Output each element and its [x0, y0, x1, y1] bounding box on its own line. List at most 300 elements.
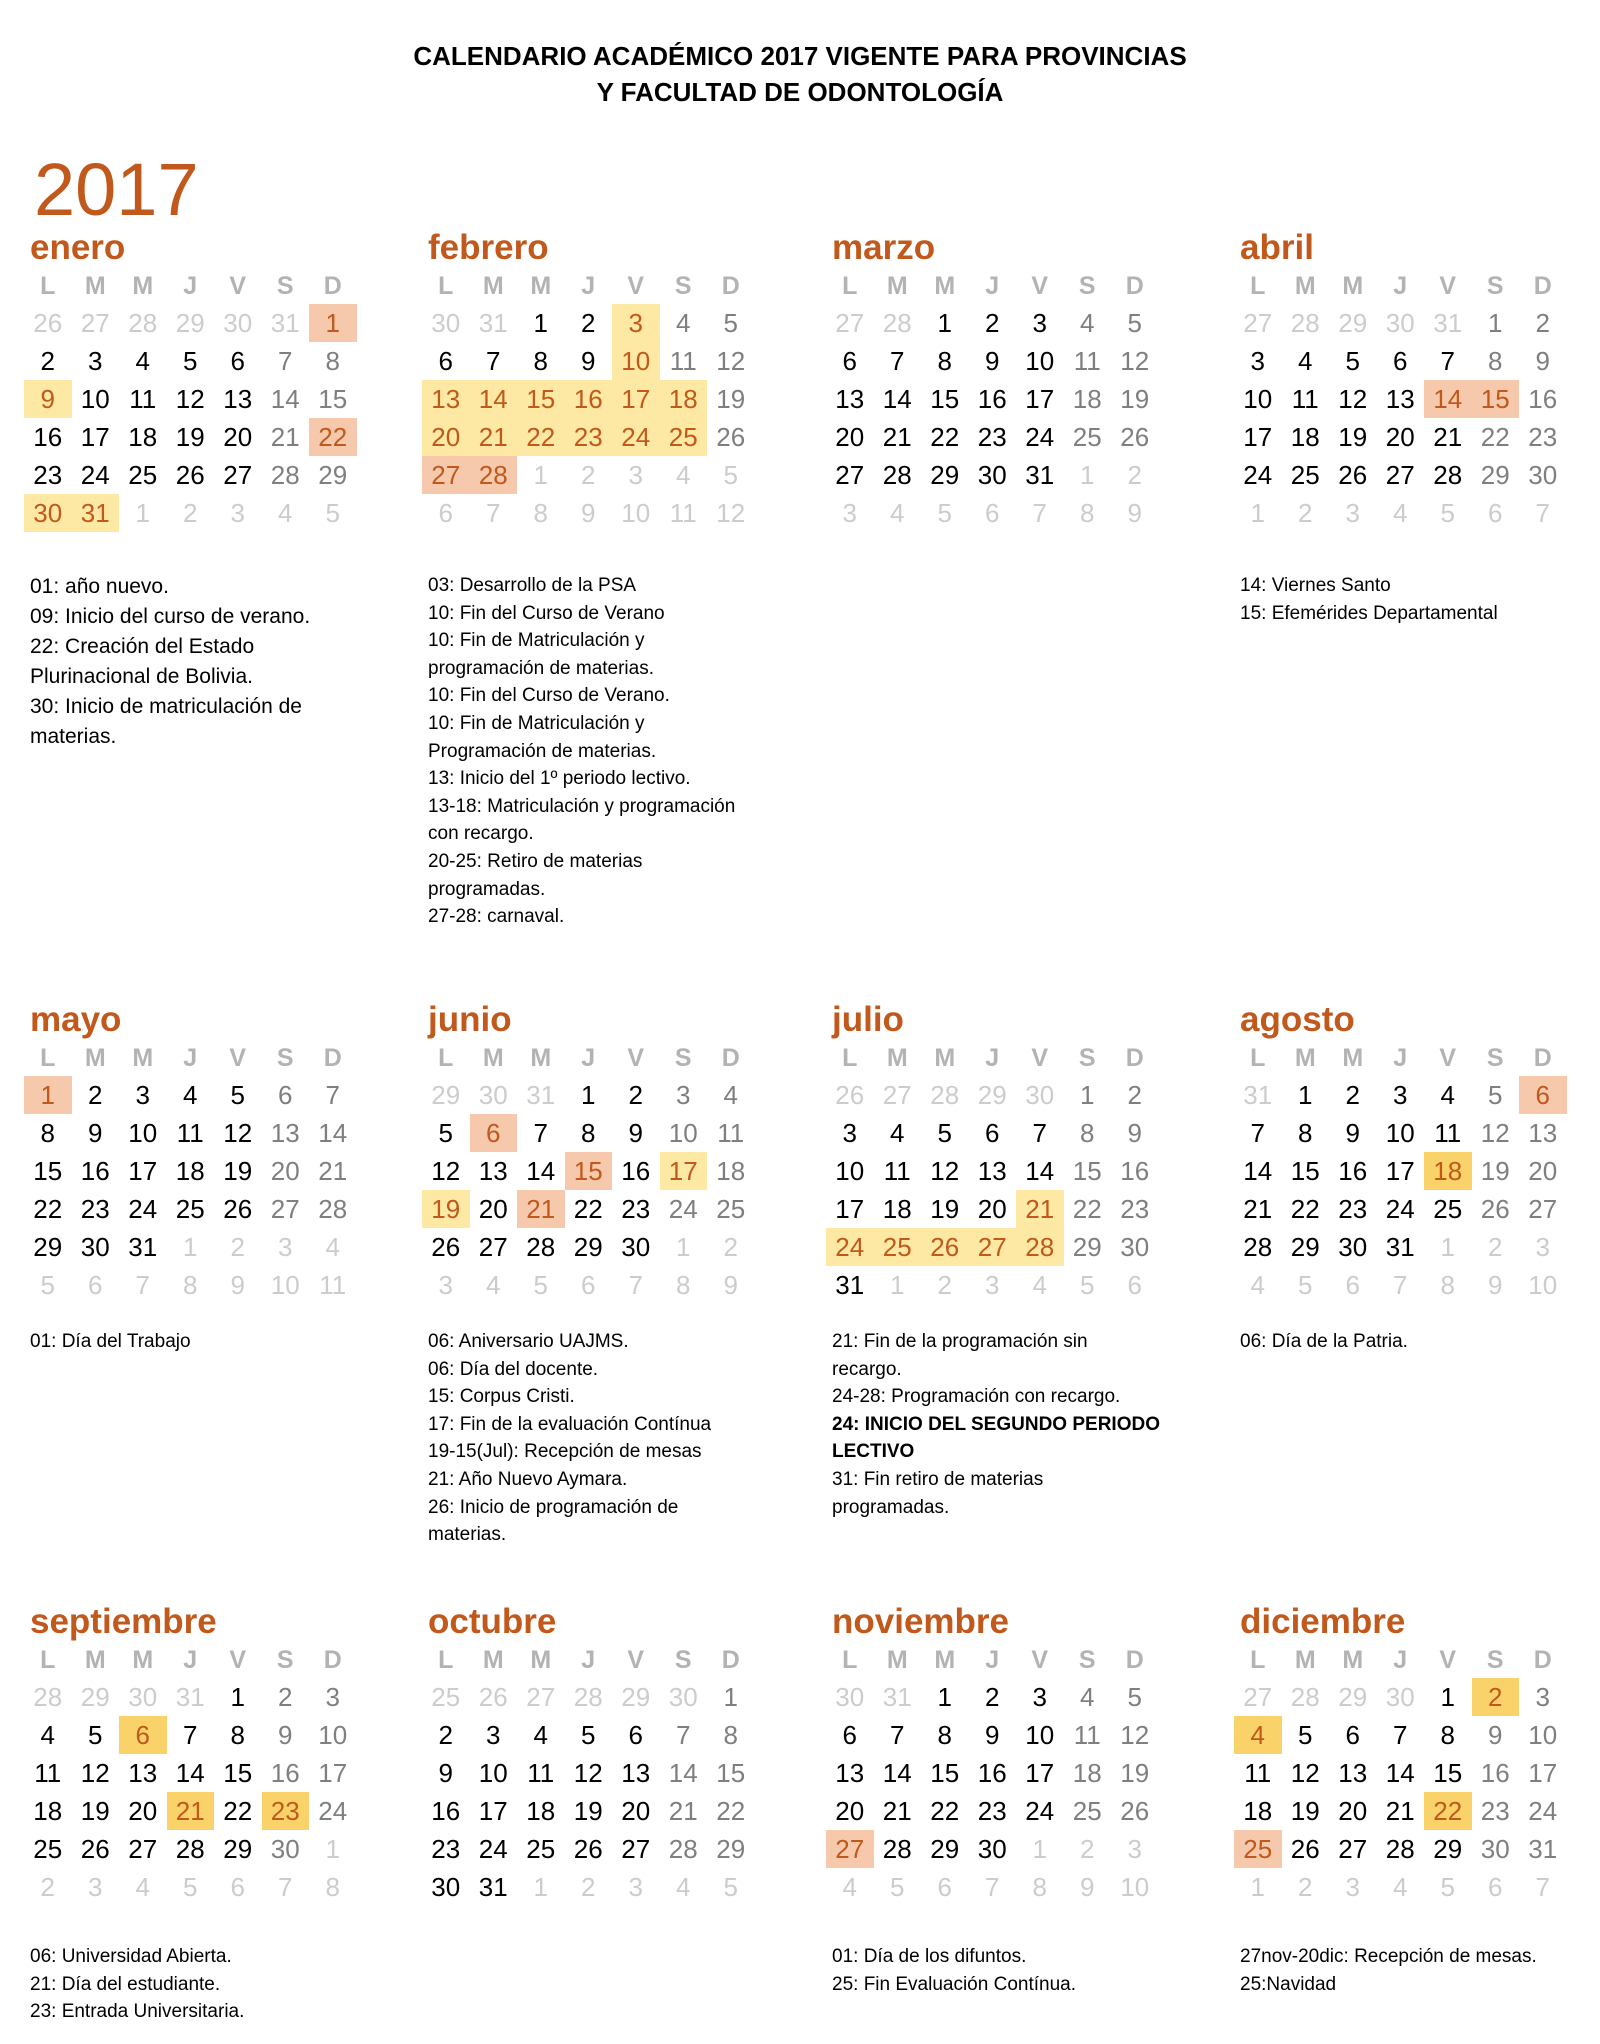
day-cell: 16: [80, 1156, 110, 1186]
month-grid: [826, 1642, 1166, 1906]
weekday-header: J: [183, 1044, 198, 1072]
month-name: febrero: [428, 228, 549, 267]
day-cell: 30: [1528, 460, 1558, 490]
day-cell-other-month: 8: [183, 1270, 198, 1300]
note-item: 14: Viernes Santo: [1240, 575, 1391, 596]
day-cell-other-month: 2: [1080, 1834, 1095, 1864]
day-cell-other-month: 5: [890, 1872, 905, 1902]
weekday-header: L: [842, 1646, 858, 1674]
day-cell: 18: [526, 1796, 556, 1826]
day-cell: 4: [135, 346, 150, 376]
day-cell-other-month: 28: [1290, 308, 1320, 338]
day-cell-other-month: 7: [1032, 498, 1047, 528]
day-cell: 31: [1385, 1232, 1415, 1262]
day-cell: 13: [478, 1156, 508, 1186]
day-cell: 6: [119, 1716, 167, 1754]
day-cell: 22: [1072, 1194, 1102, 1224]
weekday-header: S: [1486, 272, 1504, 300]
day-cell: 21: [1016, 1190, 1064, 1228]
day-cell-other-month: 2: [581, 1872, 596, 1902]
day-cell: 8: [1298, 1118, 1313, 1148]
day-cell-other-month: 31: [1243, 1080, 1273, 1110]
day-cell: 24: [1243, 460, 1273, 490]
day-cell: 4: [676, 308, 691, 338]
day-cell: 11: [883, 1156, 911, 1186]
day-cell-other-month: 31: [270, 308, 300, 338]
day-cell: 14: [1385, 1758, 1415, 1788]
day-cell: 11: [176, 1118, 204, 1148]
day-cell-other-month: 6: [1127, 1270, 1142, 1300]
day-cell: 4: [1080, 308, 1095, 338]
note-item: 06: Universidad Abierta.: [30, 1946, 232, 1967]
day-cell: 22: [1424, 1792, 1472, 1830]
day-cell: 17: [478, 1796, 508, 1826]
day-cell-other-month: 29: [621, 1682, 651, 1712]
day-cell: 8: [1440, 1720, 1455, 1750]
weekday-header: M: [1294, 272, 1316, 300]
day-cell: 4: [1080, 1682, 1095, 1712]
day-cell: 31: [835, 1270, 865, 1300]
day-cell: 23: [565, 418, 613, 456]
month-grid: [826, 1040, 1166, 1304]
day-cell-other-month: 8: [1032, 1872, 1047, 1902]
day-cell: 23: [80, 1194, 110, 1224]
day-cell: 2: [581, 308, 596, 338]
day-cell-other-month: 30: [1385, 308, 1415, 338]
day-cell-other-month: 3: [985, 1270, 1000, 1300]
day-cell: 11: [1291, 384, 1319, 414]
day-cell: 14: [1025, 1156, 1055, 1186]
day-cell: 8: [325, 346, 340, 376]
day-cell: 25: [128, 460, 158, 490]
day-cell: 17: [612, 380, 660, 418]
day-cell: 2: [438, 1720, 453, 1750]
day-cell: 17: [80, 422, 110, 452]
day-cell-other-month: 6: [985, 498, 1000, 528]
day-cell-other-month: 28: [1290, 1682, 1320, 1712]
weekday-header: M: [84, 1044, 106, 1072]
notes-noviembre: [832, 1943, 1162, 1998]
weekday-header: M: [530, 272, 552, 300]
day-cell: 9: [438, 1758, 453, 1788]
day-cell: 9: [985, 346, 1000, 376]
day-cell-other-month: 2: [230, 1232, 245, 1262]
month-marzo: [826, 228, 1166, 532]
day-cell-other-month: 29: [1338, 1682, 1368, 1712]
day-cell-other-month: 11: [319, 1270, 347, 1300]
day-cell: 13: [835, 384, 865, 414]
note-item: 20-25: Retiro de materias programadas.: [428, 850, 643, 900]
note-item: 06: Día de la Patria.: [1240, 1331, 1408, 1352]
day-cell-other-month: 2: [40, 1872, 55, 1902]
day-cell: 26: [431, 1232, 461, 1262]
day-cell: 13: [223, 384, 253, 414]
day-cell: 24: [128, 1194, 158, 1224]
day-cell: 7: [486, 346, 501, 376]
month-julio: [826, 1000, 1166, 1304]
weekday-header: M: [1342, 1646, 1364, 1674]
weekday-header: J: [1393, 1646, 1408, 1674]
day-cell: 11: [1073, 346, 1101, 376]
weekday-header: D: [1125, 1044, 1144, 1072]
month-name: julio: [832, 1000, 904, 1039]
day-cell: 18: [128, 422, 158, 452]
day-cell-other-month: 27: [1243, 308, 1273, 338]
day-cell: 30: [977, 460, 1007, 490]
day-cell: 4: [533, 1720, 548, 1750]
day-cell: 12: [1290, 1758, 1320, 1788]
note-item: 27-28: carnaval.: [428, 906, 565, 928]
day-cell: 5: [1127, 1682, 1142, 1712]
day-cell-other-month: 31: [882, 1682, 912, 1712]
day-cell-other-month: 9: [1080, 1872, 1095, 1902]
day-cell-other-month: 2: [183, 498, 198, 528]
day-cell-other-month: 3: [438, 1270, 453, 1300]
month-grid: [422, 268, 762, 532]
day-cell: 9: [628, 1118, 643, 1148]
day-cell: 23: [1120, 1194, 1150, 1224]
day-cell-other-month: 1: [676, 1232, 691, 1262]
day-cell: 24: [826, 1228, 874, 1266]
day-cell-other-month: 1: [183, 1232, 198, 1262]
day-cell: 24: [668, 1194, 698, 1224]
day-cell: 29: [1480, 460, 1510, 490]
day-cell-other-month: 4: [135, 1872, 150, 1902]
day-cell-other-month: 7: [985, 1872, 1000, 1902]
day-cell: 2: [1535, 308, 1550, 338]
day-cell: 25: [1290, 460, 1320, 490]
weekday-header: M: [1342, 272, 1364, 300]
month-name: octubre: [428, 1602, 557, 1641]
weekday-header: D: [323, 1044, 342, 1072]
day-cell-other-month: 12: [716, 498, 746, 528]
note-item: 01: año nuevo.: [30, 575, 169, 598]
day-cell: 21: [668, 1796, 698, 1826]
note-item: 17: Fin de la evaluación Contínua: [428, 1413, 712, 1435]
weekday-header: D: [1125, 272, 1144, 300]
day-cell: 3: [1250, 346, 1265, 376]
day-cell: 8: [937, 346, 952, 376]
weekday-header: J: [581, 272, 596, 300]
day-cell: 1: [1080, 1080, 1095, 1110]
day-cell: 16: [33, 422, 63, 452]
day-cell: 17: [660, 1152, 708, 1190]
day-cell: 11: [527, 1758, 555, 1788]
day-cell: 28: [882, 460, 912, 490]
day-cell: 7: [325, 1080, 340, 1110]
day-cell: 22: [716, 1796, 746, 1826]
day-cell-other-month: 5: [1440, 1872, 1455, 1902]
weekday-header: M: [1342, 1044, 1364, 1072]
day-cell: 16: [431, 1796, 461, 1826]
day-cell: 17: [1025, 1758, 1055, 1788]
weekday-header: D: [721, 272, 740, 300]
day-cell: 28: [470, 456, 518, 494]
day-cell-other-month: 3: [1535, 1232, 1550, 1262]
day-cell: 21: [1243, 1194, 1273, 1224]
day-cell-other-month: 4: [325, 1232, 340, 1262]
day-cell: 2: [1345, 1080, 1360, 1110]
note-item: 10: Fin de Matriculación y programación de materias.: [428, 630, 654, 679]
weekday-header: D: [323, 1646, 342, 1674]
day-cell: 10: [1528, 1720, 1558, 1750]
day-cell-other-month: 3: [842, 498, 857, 528]
weekday-header: M: [482, 272, 504, 300]
day-cell: 16: [1480, 1758, 1510, 1788]
day-cell: 7: [183, 1720, 198, 1750]
day-cell: 16: [621, 1156, 651, 1186]
day-cell: 19: [573, 1796, 603, 1826]
day-cell: 6: [842, 346, 857, 376]
day-cell: 10: [1025, 1720, 1055, 1750]
day-cell: 29: [33, 1232, 63, 1262]
note-item: 24: INICIO DEL SEGUNDO PERIODO LECTIVO: [832, 1413, 1160, 1463]
day-cell-other-month: 6: [937, 1872, 952, 1902]
day-cell: 23: [1528, 422, 1558, 452]
day-cell: 23: [977, 422, 1007, 452]
day-cell: 28: [1385, 1834, 1415, 1864]
weekday-header: J: [1393, 272, 1408, 300]
day-cell-other-month: 30: [223, 308, 253, 338]
day-cell-other-month: 7: [1535, 498, 1550, 528]
day-cell: 21: [517, 1190, 565, 1228]
weekday-header: M: [132, 1646, 154, 1674]
day-cell: 19: [80, 1796, 110, 1826]
day-cell-other-month: 2: [1298, 498, 1313, 528]
weekday-header: L: [842, 1044, 858, 1072]
weekday-header: S: [1486, 1044, 1504, 1072]
day-cell-other-month: 6: [1345, 1270, 1360, 1300]
note-item: 15: Efemérides Departamental: [1240, 602, 1498, 624]
day-cell: 19: [1480, 1156, 1510, 1186]
day-cell: 22: [930, 422, 960, 452]
note-item: 03: Desarrollo de la PSA: [428, 575, 637, 596]
day-cell: 7: [1032, 1118, 1047, 1148]
day-cell: 23: [33, 460, 63, 490]
day-cell: 2: [278, 1682, 293, 1712]
note-item: 21: Fin de la programación sin recargo.: [832, 1331, 1088, 1380]
day-cell: 7: [890, 1720, 905, 1750]
note-item: 26: Inicio de programación de materias.: [428, 1496, 679, 1546]
day-cell: 25: [526, 1834, 556, 1864]
day-cell: 26: [223, 1194, 253, 1224]
day-cell: 13: [835, 1758, 865, 1788]
weekday-header: D: [721, 1044, 740, 1072]
weekday-header: J: [581, 1646, 596, 1674]
day-cell: 30: [431, 1872, 461, 1902]
day-cell: 1: [230, 1682, 245, 1712]
day-cell: 13: [128, 1758, 158, 1788]
day-cell-other-month: 1: [890, 1270, 905, 1300]
day-cell: 12: [1120, 346, 1150, 376]
day-cell-other-month: 1: [1250, 498, 1265, 528]
day-cell: 29: [1433, 1834, 1463, 1864]
day-cell: 28: [270, 460, 300, 490]
day-cell: 18: [1290, 422, 1320, 452]
day-cell: 23: [977, 1796, 1007, 1826]
day-cell: 7: [676, 1720, 691, 1750]
month-name: abril: [1240, 228, 1314, 267]
day-cell: 23: [262, 1792, 310, 1830]
day-cell: 4: [1298, 346, 1313, 376]
day-cell: 28: [1433, 460, 1463, 490]
day-cell: 2: [985, 1682, 1000, 1712]
day-cell-other-month: 5: [1440, 498, 1455, 528]
day-cell: 20: [270, 1156, 300, 1186]
day-cell: 12: [1338, 384, 1368, 414]
weekday-header: J: [985, 272, 1000, 300]
weekday-header: V: [627, 1044, 645, 1072]
day-cell-other-month: 3: [230, 498, 245, 528]
note-item: 23: Entrada Universitaria.: [30, 2001, 245, 2023]
day-cell-other-month: 5: [40, 1270, 55, 1300]
day-cell-other-month: 5: [723, 460, 738, 490]
day-cell: 1: [723, 1682, 738, 1712]
month-grid: [1234, 1040, 1574, 1304]
page-title: [0, 38, 1600, 110]
day-cell: 22: [1480, 422, 1510, 452]
month-grid: [24, 1040, 364, 1304]
weekday-header: S: [276, 272, 294, 300]
weekday-header: D: [323, 272, 342, 300]
note-item: 25: Fin Evaluación Contínua.: [832, 1973, 1076, 1995]
day-cell-other-month: 10: [621, 498, 651, 528]
day-cell-other-month: 6: [581, 1270, 596, 1300]
weekday-header: S: [1078, 1646, 1096, 1674]
day-cell-other-month: 5: [937, 498, 952, 528]
day-cell: 5: [1127, 308, 1142, 338]
day-cell: 30: [80, 1232, 110, 1262]
day-cell-other-month: 25: [431, 1682, 461, 1712]
day-cell: 8: [1488, 346, 1503, 376]
day-cell: 28: [1243, 1232, 1273, 1262]
month-grid: [422, 1040, 762, 1304]
notes-agosto: [1240, 1328, 1570, 1356]
weekday-header: L: [1250, 1646, 1266, 1674]
notes-junio: [428, 1328, 758, 1549]
day-cell: 20: [1338, 1796, 1368, 1826]
day-cell: 27: [270, 1194, 300, 1224]
day-cell: 6: [628, 1720, 643, 1750]
day-cell: 24: [1528, 1796, 1558, 1826]
day-cell: 7: [1393, 1720, 1408, 1750]
note-item: 15: Corpus Cristi.: [428, 1386, 575, 1408]
month-diciembre: [1234, 1602, 1574, 1906]
note-item: 10: Fin del Curso de Verano.: [428, 685, 670, 707]
day-cell: 4: [723, 1080, 738, 1110]
day-cell-other-month: 29: [80, 1682, 110, 1712]
note-item: 22: Creación del Estado Plurinacional de Bolivia.: [30, 635, 255, 688]
day-cell: 27: [826, 1830, 874, 1868]
day-cell: 19: [223, 1156, 253, 1186]
day-cell: 23: [1480, 1796, 1510, 1826]
day-cell: 3: [1535, 1682, 1550, 1712]
note-item: 21: Día del estudiante.: [30, 1973, 221, 1995]
day-cell: 25: [1072, 1796, 1102, 1826]
weekday-header: V: [1031, 272, 1049, 300]
day-cell: 20: [977, 1194, 1007, 1224]
day-cell-other-month: 4: [890, 498, 905, 528]
day-cell: 1: [937, 1682, 952, 1712]
day-cell-other-month: 3: [628, 1872, 643, 1902]
day-cell-other-month: 5: [1080, 1270, 1095, 1300]
day-cell: 1: [309, 304, 357, 342]
day-cell: 10: [478, 1758, 508, 1788]
day-cell: 6: [1393, 346, 1408, 376]
day-cell-other-month: 26: [478, 1682, 508, 1712]
day-cell: 1: [1298, 1080, 1313, 1110]
day-cell: 27: [621, 1834, 651, 1864]
day-cell-other-month: 4: [1393, 1872, 1408, 1902]
day-cell: 15: [1433, 1758, 1463, 1788]
weekday-header: L: [40, 1646, 56, 1674]
day-cell: 26: [1480, 1194, 1510, 1224]
day-cell: 5: [1345, 346, 1360, 376]
month-junio: [422, 1000, 762, 1304]
day-cell: 20: [835, 422, 865, 452]
day-cell: 9: [985, 1720, 1000, 1750]
day-cell: 21: [318, 1156, 348, 1186]
day-cell: 25: [33, 1834, 63, 1864]
day-cell: 19: [1290, 1796, 1320, 1826]
day-cell: 7: [890, 346, 905, 376]
weekday-header: M: [482, 1646, 504, 1674]
day-cell: 15: [1472, 380, 1520, 418]
day-cell: 29: [223, 1834, 253, 1864]
day-cell: 9: [88, 1118, 103, 1148]
day-cell: 1: [1488, 308, 1503, 338]
day-cell-other-month: 2: [1127, 460, 1142, 490]
day-cell: 15: [1072, 1156, 1102, 1186]
day-cell-other-month: 3: [278, 1232, 293, 1262]
day-cell: 16: [977, 384, 1007, 414]
note-item: 21: Año Nuevo Aymara.: [428, 1468, 628, 1490]
month-name: mayo: [30, 1000, 122, 1039]
day-cell: 2: [1472, 1678, 1520, 1716]
day-cell-other-month: 1: [1440, 1232, 1455, 1262]
day-cell: 30: [1338, 1232, 1368, 1262]
day-cell-other-month: 2: [723, 1232, 738, 1262]
day-cell-other-month: 8: [676, 1270, 691, 1300]
day-cell: 16: [1528, 384, 1558, 414]
day-cell: 21: [1433, 422, 1463, 452]
day-cell: 18: [882, 1194, 912, 1224]
day-cell: 13: [1385, 384, 1415, 414]
month-name: noviembre: [832, 1602, 1009, 1641]
weekday-header: D: [1533, 1044, 1552, 1072]
year-heading: 2017: [34, 148, 199, 231]
day-cell: 19: [716, 384, 746, 414]
day-cell: 2: [88, 1080, 103, 1110]
day-cell-other-month: 28: [573, 1682, 603, 1712]
day-cell: 26: [175, 460, 205, 490]
day-cell-other-month: 26: [33, 308, 63, 338]
day-cell: 5: [723, 308, 738, 338]
day-cell: 17: [1243, 422, 1273, 452]
day-cell-other-month: 27: [80, 308, 110, 338]
weekday-header: S: [674, 272, 692, 300]
day-cell: 16: [977, 1758, 1007, 1788]
day-cell: 10: [1385, 1118, 1415, 1148]
day-cell: 29: [930, 1834, 960, 1864]
day-cell: 18: [716, 1156, 746, 1186]
day-cell: 9: [278, 1720, 293, 1750]
weekday-header: J: [985, 1044, 1000, 1072]
day-cell: 10: [835, 1156, 865, 1186]
day-cell: 25: [175, 1194, 205, 1224]
day-cell: 14: [526, 1156, 556, 1186]
day-cell: 25: [716, 1194, 746, 1224]
